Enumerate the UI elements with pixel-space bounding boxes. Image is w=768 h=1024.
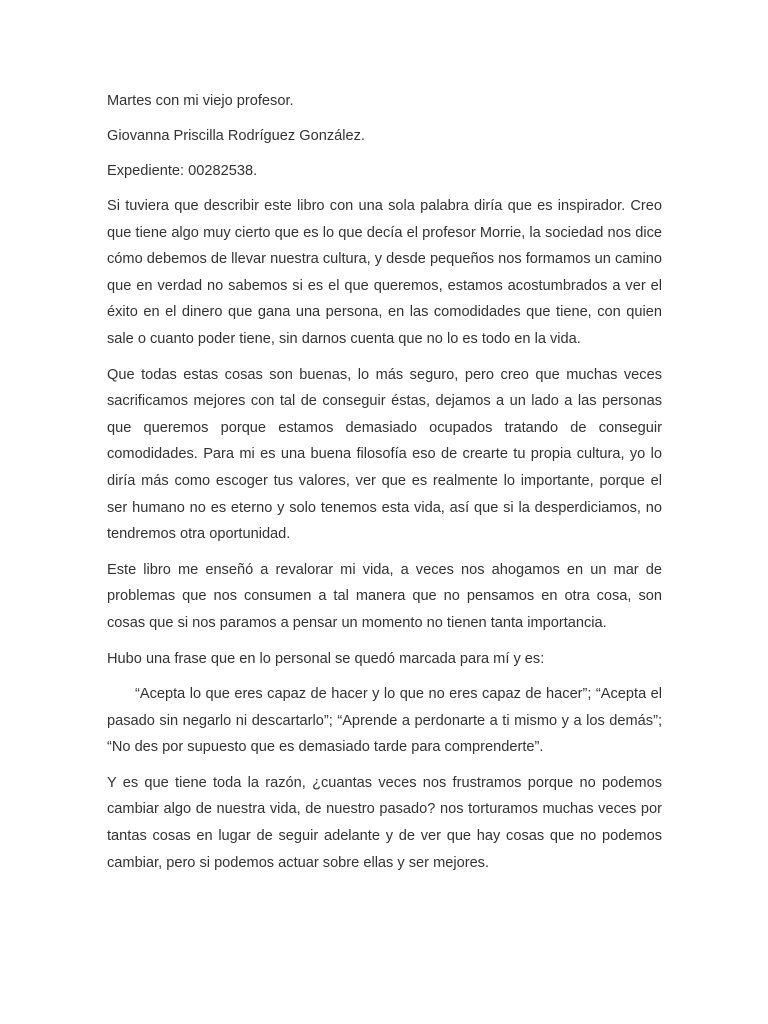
paragraph-2: Que todas estas cosas son buenas, lo más seguro, pero creo que muchas veces sacrificamos mejores con tal de conseguir éstas, dejamos a un lado a las personas que queremos porque estamos demasiado ocupados tratando de conseguir comodidades. Para mi es una buena filosofía eso de crearte tu propia cultura, yo lo diría más como escoger tus valores, ver que es realmente lo importante, porque el ser humano no es eterno y solo tenemos esta vida, así que si la desperdiciamos, no tendremos otra oportunidad.: [107, 366, 662, 543]
expediente-number: Expediente: 00282538.: [107, 163, 258, 179]
document-title: Martes con mi viejo profesor.: [107, 93, 294, 109]
author-name: Giovanna Priscilla Rodríguez González.: [107, 128, 365, 144]
paragraph-6: Y es que tiene toda la razón, ¿cuantas veces nos frustramos porque no podemos cambiar algo de nuestra vida, de nuestro pasado? nos torturamos muchas veces por tantas cosas en lugar de seguir adelante y de ver que hay cosas que no podemos cambiar, pero si podemos actuar sobre ellas y ser mejores.: [107, 774, 662, 871]
document-page: [107, 88, 662, 885]
paragraph-3: Este libro me enseñó a revalorar mi vida, a veces nos ahogamos en un mar de problemas que nos consumen a tal manera que no pensamos en otra cosa, son cosas que si nos paramos a pensar un momento no tienen tanta importancia.: [107, 561, 662, 631]
paragraph-1: Si tuviera que describir este libro con una sola palabra diría que es inspirador. Creo que tiene algo muy cierto que es lo que decía el profesor Morrie, la sociedad nos dice cómo debemos de llevar nuestra cultura, y desde pequeños nos formamos un camino que en verdad no sabemos si es el que queremos, estamos acostumbrados a ver el éxito en el dinero que gana una persona, en las comodidades que tiene, con quien sale o cuanto poder tiene, sin darnos cuenta que no lo es todo en la vida.: [107, 198, 662, 347]
quote-paragraph: “Acepta lo que eres capaz de hacer y lo que no eres capaz de hacer”; “Acepta el pasado sin negarlo ni descartarlo”; “Aprende a perdonarte a ti mismo y a los demás”; “No des por supuesto que es demasiado tarde para comprenderte”.: [107, 686, 662, 756]
paragraph-4: Hubo una frase que en lo personal se quedó marcada para mí y es:: [107, 650, 545, 667]
